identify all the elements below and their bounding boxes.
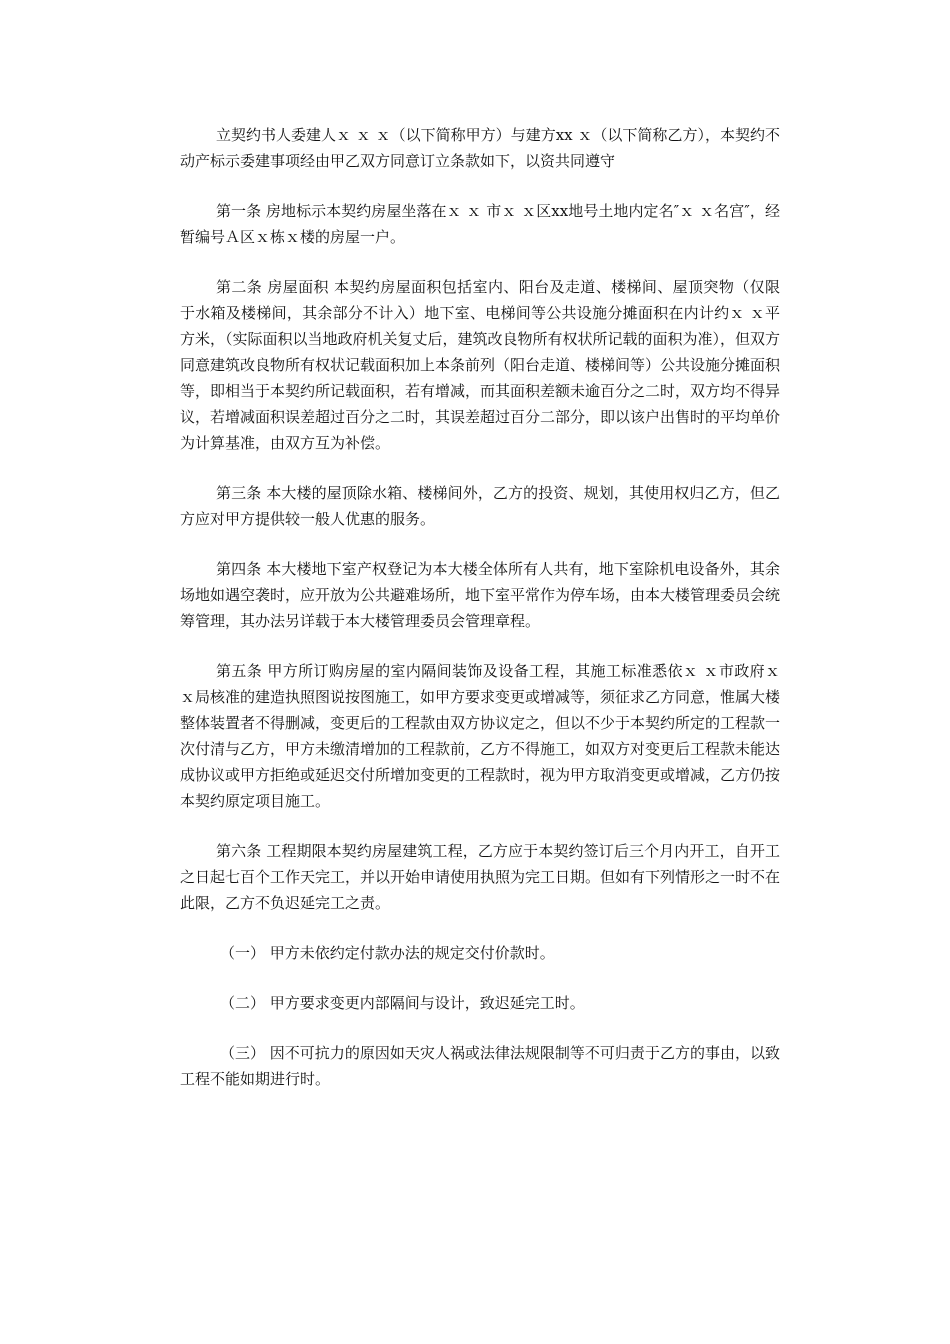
article-6-item-2: （二） 甲方要求变更内部隔间与设计，致迟延完工时。 xyxy=(220,994,585,1012)
article-2-paragraph: 第二条 房屋面积 本契约房屋面积包括室内、阳台及走道、楼梯间、屋顶突物（仅限于水箱及楼梯间，其余部分不计入）地下室、电梯间等公共设施分摊面积在内计约ｘ ｘ平方米，（实际面积以当地政府机关复丈后，建筑改良物所有权状所记载的面积为准），但双方同意建筑改良物所有权状记载面积加上本条前列（阳台走道、楼梯间等）公共设施分摊面积等，即相当于本契约所记载面积，若有增减，而其面积差额未逾百分之二时，双方均不得异议，若增减面积误差超过百分之二时，其误差超过百分二部分，即以该户出售时的平均单价为计算基准，由双方互为补偿。 xyxy=(180,278,781,452)
article-1-paragraph: 第一条 房地标示本契约房屋坐落在ｘ ｘ 市ｘ ｘ区xx地号土地内定名″ｘ ｘ名宫″，经暂编号Ａ区ｘ栋ｘ楼的房屋一户。 xyxy=(180,202,780,246)
document-page xyxy=(180,122,780,1116)
article-6-item-3: （三） 因不可抗力的原因如天灾人祸或法律法规限制等不可归责于乙方的事由，以致工程不能如期进行时。 xyxy=(180,1044,780,1088)
article-5-paragraph: 第五条 甲方所订购房屋的室内隔间装饰及设备工程，其施工标准悉依ｘ ｘ市政府ｘ ｘ局核准的建造执照图说按图施工，如甲方要求变更或增减等，须征求乙方同意，惟属大楼整体装置者不得删减，变更后的工程款由双方协议定之，但以不少于本契约所定的工程款一次付清与乙方，甲方未缴清增加的工程款前，乙方不得施工，如双方对变更后工程款未能达成协议或甲方拒绝或延迟交付所增加变更的工程款时，视为甲方取消变更或增减，乙方仍按本契约原定项目施工。 xyxy=(180,662,781,810)
article-3-paragraph: 第三条 本大楼的屋顶除水箱、楼梯间外，乙方的投资、规划，其使用权归乙方，但乙方应对甲方提供较一般人优惠的服务。 xyxy=(180,484,780,528)
article-6-item-1: （一） 甲方未依约定付款办法的规定交付价款时。 xyxy=(220,944,555,962)
article-6-paragraph: 第六条 工程期限本契约房屋建筑工程，乙方应于本契约签订后三个月内开工，自开工之日起七百个工作天完工，并以开始申请使用执照为完工日期。但如有下列情形之一时不在此限，乙方不负迟延完工之责。 xyxy=(180,842,781,912)
article-4-paragraph: 第四条 本大楼地下室产权登记为本大楼全体所有人共有，地下室除机电设备外，其余场地如遇空袭时，应开放为公共避难场所，地下室平常作为停车场，由本大楼管理委员会统筹管理，其办法另详载于本大楼管理委员会管理章程。 xyxy=(180,560,781,630)
preamble-paragraph: 立契约书人委建人ｘ ｘ ｘ（以下简称甲方）与建方xx ｘ（以下简称乙方），本契约不动产标示委建事项经由甲乙双方同意订立条款如下，以资共同遵守 xyxy=(180,126,780,170)
